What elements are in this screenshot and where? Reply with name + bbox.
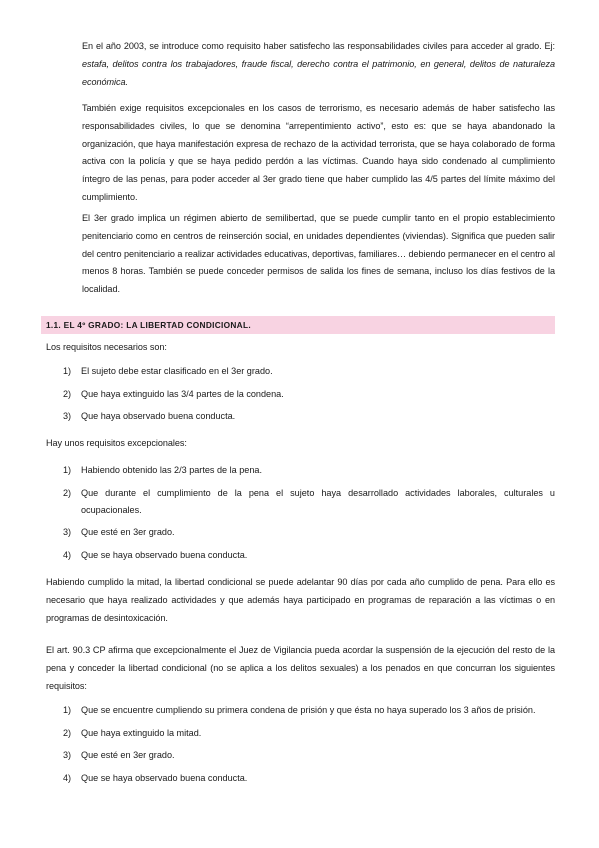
- list-item: 2) Que haya extinguido las 3/4 partes de la condena.: [63, 388, 284, 399]
- list-intro: Hay unos requisitos excepcionales:: [46, 438, 187, 448]
- paragraph-mitad: [46, 574, 555, 627]
- requisitos-list: [46, 363, 555, 425]
- list-item: 3) Que esté en 3er grado.: [63, 527, 175, 537]
- list-item: 2) Que haya extinguido la mitad.: [63, 727, 202, 738]
- paragraph-terrorismo: [82, 100, 555, 207]
- list-intro: Los requisitos necesarios son:: [46, 342, 167, 352]
- list-item: 3) Que esté en 3er grado.: [63, 750, 175, 760]
- list-item: 2) Que durante el cumplimiento de la pena el sujeto haya desarrollado actividades laborales, culturales u ocupacionales.: [63, 487, 555, 515]
- requisitos-excepcionales-list: [46, 462, 555, 564]
- paragraph-italic-examples: estafa, delitos contra los trabajadores, fraude fiscal, derecho contra el patrimonio, en general, delitos de naturaleza económica.: [82, 58, 555, 87]
- paragraph-text: Habiendo cumplido la mitad, la libertad condicional se puede adelantar 90 días por cada año cumplido de pena. Para ello es necesario que haya realizado actividades y que además haya participado en programas de reparación a las víctimas o en programas de desintoxicación.: [46, 577, 555, 623]
- paragraph-tercer-grado: [82, 210, 555, 299]
- requisitos-art-block: [46, 702, 555, 787]
- requisitos-excepcionales-block: [46, 436, 555, 564]
- list-item: 1) El sujeto debe estar clasificado en el 3er grado.: [63, 366, 273, 376]
- paragraph-text: El art. 90.3 CP afirma que excepcionalmente el Juez de Vigilancia pueda acordar la suspensión de la ejecución del resto de la pena y conceder la libertad condicional (no se aplica a los delitos sexuales) a los penados en que concurran los siguientes requisitos:: [46, 645, 555, 691]
- list-item: 4) Que se haya observado buena conducta.: [63, 772, 248, 783]
- list-item: 1) Habiendo obtenido las 2/3 partes de la pena.: [63, 465, 263, 475]
- list-item: 4) Que se haya observado buena conducta.: [63, 549, 248, 560]
- paragraph-responsabilidades-civiles: [82, 38, 555, 91]
- requisitos-art-list: [46, 702, 555, 787]
- paragraph-art-90-3: [46, 642, 555, 695]
- list-item: 3) Que haya observado buena conducta.: [63, 411, 236, 421]
- paragraph-text: El 3er grado implica un régimen abierto de semilibertad, que se puede cumplir tanto en el propio establecimiento penitenciario como en centros de reinserción social, en unidades dependientes (viviendas). Significa que pueden salir del centro penitenciario a realizar actividades educativas, deportivas, familiares… debiendo permanecer en el centro al menos 8 horas. También se puede conceder permisos de salida los fines de semana, incluso los días festivos de la localidad.: [82, 213, 555, 295]
- requisitos-block: [46, 340, 555, 425]
- section-heading: 1.1. EL 4º GRADO: LA LIBERTAD CONDICIONAL.: [41, 316, 555, 334]
- paragraph-text: En el año 2003, se introduce como requisito haber satisfecho las responsabilidades civiles para acceder al grado. Ej:: [82, 41, 555, 51]
- list-item: 1) Que se encuentre cumpliendo su primera condena de prisión y que ésta no haya superado los 3 años de prisión.: [63, 705, 536, 715]
- paragraph-text: También exige requisitos excepcionales en los casos de terrorismo, es necesario además de haber satisfecho las responsabilidades civiles, lo que se denomina “arrepentimiento activo”, esto es: que se haya abandonado la organización, que haya manifestación expresa de rechazo de la actividad terrorista, que se haya colaborado de forma activa con la policía y que se haya pedido perdón a las víctimas. Cuando haya sido condenado al cumplimiento íntegro de las penas, para poder acceder al 3er grado tiene que haber cumplido las 4/5 partes del límite máximo del cumplimiento.: [82, 103, 555, 202]
